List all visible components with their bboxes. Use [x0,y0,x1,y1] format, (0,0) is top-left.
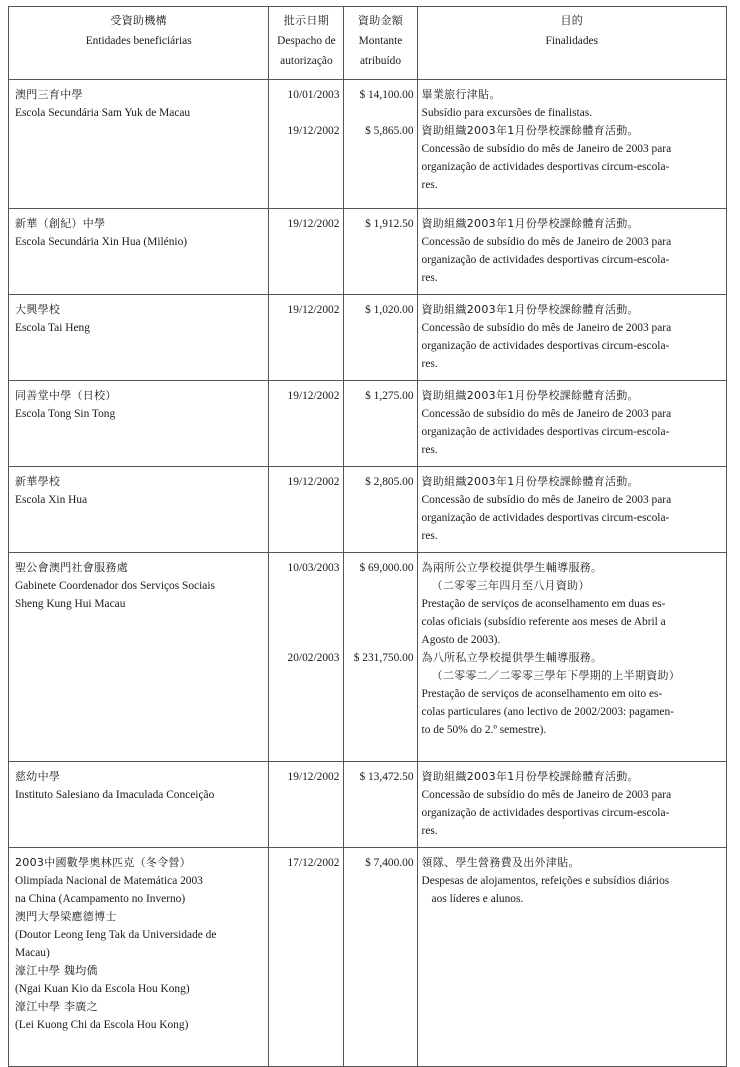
purpose-zh: 畢業旅行津貼。 [421,88,501,101]
amount-value: $ 1,020.00 [365,304,414,316]
purpose-pt: Concessão de subsídio do mês de Janeiro de 2003 para [421,236,672,248]
purpose-zh: 為八所私立學校提供學生輔導服務。 [421,651,603,664]
amount-cell [344,295,417,381]
authorization-date: 19/12/2002 [287,218,340,230]
entity-name-pt: Macau) [15,947,50,959]
entity-name-zh: 大興學校 [15,303,61,316]
entity-name-pt: Olimpíada Nacional de Matemática 2003 [15,875,203,887]
purpose-pt: organização de actividades desportivas circum-escola- [421,340,670,352]
purpose-cell [417,80,726,209]
purpose-cell [417,848,726,1067]
document-page [8,6,727,1067]
entity-name-zh: 聖公會澳門社會服務處 [15,561,128,574]
header-purpose-pt: Finalidades [545,35,599,47]
purpose-zh: 資助組織2003年1月份學校課餘體育活動。 [421,389,639,402]
table-row [9,209,727,295]
header-amount [344,7,417,80]
subsidy-table [8,6,727,1067]
purpose-pt: res. [421,444,438,456]
entity-name-zh: 新華（創紀）中學 [15,217,106,230]
amount-cell [344,80,417,209]
purpose-cell [417,762,726,848]
purpose-zh: 資助組織2003年1月份學校課餘體育活動。 [421,217,639,230]
entity-cell [9,381,269,467]
header-date-zh: 批示日期 [283,14,329,27]
header-amount-pt1: Montante [358,35,403,47]
purpose-zh: （二零零二／二零零三學年下學期的上半期資助） [431,669,681,682]
purpose-pt: aos líderes e alunos. [431,893,524,905]
purpose-zh: 資助組織2003年1月份學校課餘體育活動。 [421,475,639,488]
purpose-pt: res. [421,825,438,837]
entity-cell [9,295,269,381]
header-date-pt2: autorização [280,55,333,67]
date-cell [269,467,344,553]
purpose-pt: organização de actividades desportivas circum-escola- [421,807,670,819]
purpose-pt: res. [421,272,438,284]
authorization-date: 10/01/2003 [287,89,340,101]
purpose-pt: Subsídio para excursões de finalistas. [421,107,593,119]
header-amount-zh: 資助金額 [357,14,404,27]
purpose-pt: Agosto de 2003). [421,634,501,646]
purpose-pt: Concessão de subsídio do mês de Janeiro de 2003 para [421,408,672,420]
amount-value: $ 14,100.00 [359,89,414,101]
amount-value: $ 7,400.00 [365,857,414,869]
entity-name-pt: (Ngai Kuan Kio da Escola Hou Kong) [15,983,190,995]
entity-name-zh: 澳門三育中學 [15,88,83,101]
purpose-zh: 為兩所公立學校提供學生輔導服務。 [421,561,603,574]
amount-value: $ 1,912.50 [365,218,414,230]
purpose-zh: 資助組織2003年1月份學校課餘體育活動。 [421,303,639,316]
purpose-pt: Concessão de subsídio do mês de Janeiro de 2003 para [421,789,672,801]
authorization-date: 19/12/2002 [287,125,340,137]
purpose-pt: organização de actividades desportivas circum-escola- [421,161,670,173]
amount-value: $ 13,472.50 [359,771,414,783]
purpose-pt: res. [421,179,438,191]
entity-name-pt: Escola Secundária Sam Yuk de Macau [15,107,191,119]
entity-name-zh: 濠江中學 魏均僑 [15,964,98,977]
entity-cell [9,553,269,762]
entity-name-zh: 同善堂中學（日校） [15,389,117,402]
table-row [9,467,727,553]
date-cell [269,762,344,848]
entity-cell [9,209,269,295]
entity-cell [9,467,269,553]
entity-name-pt: Gabinete Coordenador dos Serviços Sociais [15,580,215,592]
amount-cell [344,848,417,1067]
purpose-zh: 資助組織2003年1月份學校課餘體育活動。 [421,770,639,783]
purpose-cell [417,209,726,295]
authorization-date: 20/02/2003 [287,652,340,664]
table-header-row [9,7,727,80]
entity-name-pt: (Lei Kuong Chi da Escola Hou Kong) [15,1019,189,1031]
entity-name-pt: Sheng Kung Hui Macau [15,598,126,610]
entity-name-pt: (Doutor Leong Ieng Tak da Universidade de [15,929,217,941]
header-entity-zh: 受資助機構 [110,14,167,27]
purpose-cell [417,553,726,762]
entity-name-pt: Escola Tong Sin Tong [15,408,116,420]
header-date-pt1: Despacho de [277,35,336,47]
amount-cell [344,381,417,467]
authorization-date: 10/03/2003 [287,562,340,574]
amount-value: $ 2,805.00 [365,476,414,488]
date-cell [269,553,344,762]
purpose-pt: Prestação de serviços de aconselhamento em oito es- [421,688,663,700]
entity-name-pt: Escola Xin Hua [15,494,88,506]
entity-name-pt: Escola Secundária Xin Hua (Milénio) [15,236,188,248]
header-date [269,7,344,80]
entity-cell [9,80,269,209]
table-row [9,295,727,381]
purpose-cell [417,467,726,553]
amount-cell [344,209,417,295]
purpose-zh: 資助組織2003年1月份學校課餘體育活動。 [421,124,639,137]
amount-cell [344,467,417,553]
entity-name-pt: na China (Acampamento no Inverno) [15,893,186,905]
entity-name-zh: 新華學校 [15,475,61,488]
entity-name-pt: Escola Tai Heng [15,322,90,334]
purpose-zh: （二零零三年四月至八月資助） [431,579,590,592]
authorization-date: 19/12/2002 [287,476,340,488]
purpose-pt: colas oficiais (subsídio referente aos meses de Abril a [421,616,666,628]
purpose-pt: Concessão de subsídio do mês de Janeiro de 2003 para [421,143,672,155]
date-cell [269,848,344,1067]
table-row [9,762,727,848]
purpose-pt: organização de actividades desportivas circum-escola- [421,254,670,266]
purpose-pt: Prestação de serviços de aconselhamento em duas es- [421,598,666,610]
entity-name-zh: 濠江中學 李廣之 [15,1000,98,1013]
header-amount-pt2: atribuído [359,55,402,67]
authorization-date: 19/12/2002 [287,771,340,783]
amount-cell [344,762,417,848]
amount-value: $ 1,275.00 [365,390,414,402]
purpose-pt: Concessão de subsídio do mês de Janeiro de 2003 para [421,494,672,506]
date-cell [269,295,344,381]
amount-value: $ 5,865.00 [365,125,414,137]
purpose-cell [417,381,726,467]
purpose-pt: to de 50% do 2.º semestre). [421,724,547,736]
purpose-pt: Despesas de alojamentos, refeições e subsídios diários [421,875,670,887]
purpose-pt: organização de actividades desportivas circum-escola- [421,512,670,524]
purpose-pt: res. [421,358,438,370]
authorization-date: 17/12/2002 [287,857,340,869]
table-row [9,848,727,1067]
entity-cell [9,762,269,848]
date-cell [269,209,344,295]
purpose-pt: organização de actividades desportivas circum-escola- [421,426,670,438]
purpose-zh: 領隊、學生營務費及出外津貼。 [421,856,580,869]
header-purpose [417,7,726,80]
header-entity-pt: Entidades beneficiárias [85,35,192,47]
entity-name-zh: 澳門大學梁應德博士 [15,910,117,923]
authorization-date: 19/12/2002 [287,304,340,316]
entity-name-zh: 慈幼中學 [15,770,61,783]
entity-name-zh: 2003中國數學奧林匹克（冬令營） [15,856,192,869]
header-entity [9,7,269,80]
entity-cell [9,848,269,1067]
authorization-date: 19/12/2002 [287,390,340,402]
amount-value: $ 69,000.00 [359,562,414,574]
purpose-pt: Concessão de subsídio do mês de Janeiro de 2003 para [421,322,672,334]
purpose-pt: res. [421,530,438,542]
header-purpose-zh: 目的 [560,14,584,27]
purpose-pt: colas particulares (ano lectivo de 2002/2003: pagamen- [421,706,674,718]
amount-value: $ 231,750.00 [353,652,414,664]
table-row [9,381,727,467]
date-cell [269,80,344,209]
date-cell [269,381,344,467]
amount-cell [344,553,417,762]
table-row [9,553,727,762]
table-row [9,80,727,209]
purpose-cell [417,295,726,381]
entity-name-pt: Instituto Salesiano da Imaculada Conceição [15,789,215,801]
